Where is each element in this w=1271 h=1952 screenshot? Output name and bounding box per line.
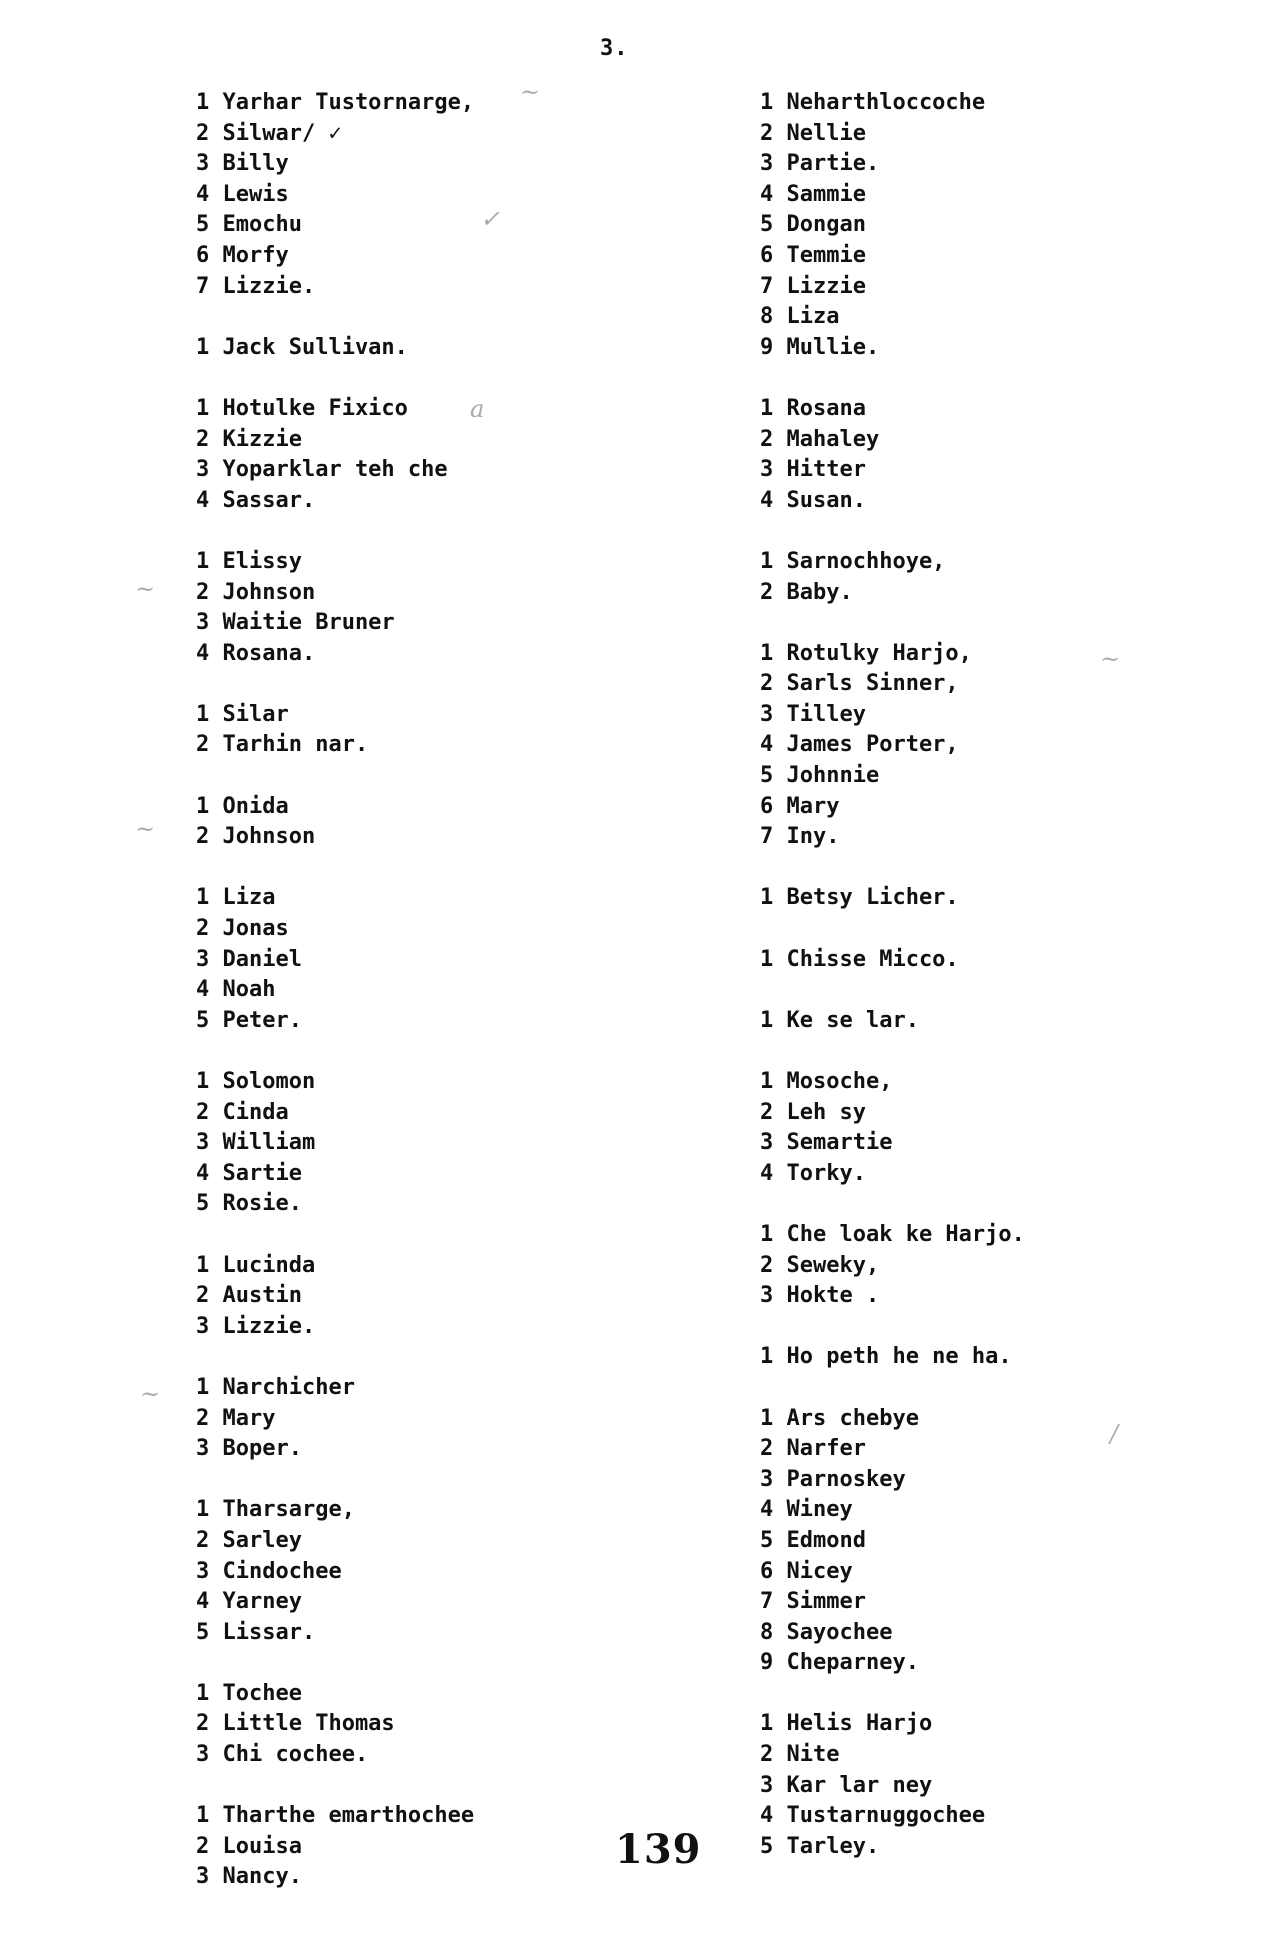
group-spacer — [760, 516, 1260, 547]
group-spacer — [760, 1312, 1260, 1343]
roll-entry: 1 Liza — [196, 885, 276, 911]
left-family-group — [196, 1495, 756, 1648]
handwritten-mark: ~ — [135, 815, 156, 843]
roll-entry: 2 Nellie — [760, 120, 866, 146]
right-family-group — [760, 547, 1260, 608]
roll-entry: 1 Tochee — [196, 1680, 302, 1706]
right-family-group — [760, 1709, 1260, 1862]
roll-entry: 4 Lewis — [196, 181, 289, 207]
roll-entry: 3 Cindochee — [196, 1558, 342, 1584]
roll-entry: 2 Sarley — [196, 1527, 302, 1553]
roll-entry: 4 Sassar. — [196, 487, 316, 513]
roll-entry: 1 Betsy Licher. — [760, 885, 959, 911]
left-family-group — [196, 1373, 756, 1465]
group-spacer — [760, 608, 1260, 639]
roll-entry: 4 Tustarnuggochee — [760, 1803, 986, 1829]
page-number: 3. — [600, 36, 629, 61]
roll-entry: 2 Narfer — [760, 1436, 866, 1462]
roll-entry: 2 Little Thomas — [196, 1711, 395, 1737]
roll-entry: 2 Nite — [760, 1742, 840, 1768]
right-family-group — [760, 88, 1260, 363]
roll-entry: 2 Tarhin nar. — [196, 732, 369, 758]
roll-entry: 7 Lizzie. — [196, 273, 316, 299]
roll-entry: 1 Ars chebye — [760, 1405, 919, 1431]
left-family-group — [196, 547, 756, 669]
roll-entry: 1 Tharthe emarthochee — [196, 1803, 475, 1829]
roll-entry: 3 William — [196, 1130, 316, 1156]
roll-entry: 1 Tharsarge, — [196, 1497, 355, 1523]
roll-entry: 1 Sarnochhoye, — [760, 548, 946, 574]
roll-entry: 9 Cheparney. — [760, 1650, 919, 1676]
roll-entry: 2 Johnson — [196, 824, 316, 850]
left-family-group — [196, 1067, 756, 1220]
roll-entry: 2 Austin — [196, 1283, 302, 1309]
roll-entry: 4 Yarney — [196, 1589, 302, 1615]
roll-entry: 3 Tilley — [760, 701, 866, 727]
roll-entry: 3 Lizzie. — [196, 1313, 316, 1339]
roll-entry: 1 Narchicher — [196, 1374, 355, 1400]
group-spacer — [196, 669, 756, 700]
group-spacer — [760, 975, 1260, 1006]
roll-entry: 2 Baby. — [760, 579, 853, 605]
group-spacer — [760, 1036, 1260, 1067]
roll-entry: 3 Hitter — [760, 457, 866, 483]
roll-entry: 5 Johnnie — [760, 763, 880, 789]
roll-entry: 2 Louisa — [196, 1833, 302, 1859]
group-spacer — [760, 1679, 1260, 1710]
roll-entry: 4 Rosana. — [196, 640, 316, 666]
roll-entry: 6 Nicey — [760, 1558, 853, 1584]
handwritten-mark: ✓ — [480, 205, 501, 233]
left-family-group — [196, 700, 756, 761]
roll-entry: 2 Seweky, — [760, 1252, 880, 1278]
roll-entry: 2 Sarls Sinner, — [760, 671, 959, 697]
right-family-group — [760, 1006, 1260, 1037]
handwritten-mark: a — [470, 395, 485, 423]
left-family-group — [196, 1679, 756, 1771]
group-spacer — [760, 853, 1260, 884]
group-spacer — [196, 1771, 756, 1802]
roll-entry: 3 Partie. — [760, 151, 880, 177]
roll-entry: 4 Susan. — [760, 487, 866, 513]
group-spacer — [196, 363, 756, 394]
group-spacer — [196, 1220, 756, 1251]
right-column — [760, 88, 1260, 1862]
roll-entry: 3 Chi cochee. — [196, 1742, 369, 1768]
right-family-group — [760, 1342, 1260, 1373]
roll-entry: 6 Mary — [760, 793, 840, 819]
roll-entry: 4 Noah — [196, 977, 276, 1003]
roll-entry: 7 Lizzie — [760, 273, 866, 299]
left-family-group — [196, 792, 756, 853]
group-spacer — [196, 516, 756, 547]
roll-entry: 2 Kizzie — [196, 426, 302, 452]
roll-entry: 3 Semartie — [760, 1130, 893, 1156]
roll-entry: 3 Waitie Bruner — [196, 610, 395, 636]
roll-entry: 5 Rosie. — [196, 1191, 302, 1217]
group-spacer — [196, 1465, 756, 1496]
roll-entry: 3 Kar lar ney — [760, 1772, 933, 1798]
right-family-group — [760, 945, 1260, 976]
roll-entry: 7 Iny. — [760, 824, 840, 850]
roll-entry: 4 Winey — [760, 1497, 853, 1523]
group-spacer — [196, 853, 756, 884]
right-family-group — [760, 1404, 1260, 1679]
roll-entry: 3 Billy — [196, 151, 289, 177]
roll-entry: 6 Temmie — [760, 242, 866, 268]
roll-entry: 1 Silar — [196, 701, 289, 727]
right-family-group — [760, 1067, 1260, 1189]
roll-entry: 1 Solomon — [196, 1069, 316, 1094]
roll-entry: 1 Che loak ke Harjo. — [760, 1221, 1025, 1247]
left-family-group — [196, 1251, 756, 1343]
group-spacer — [196, 302, 756, 333]
roll-entry: 3 Nancy. — [196, 1864, 302, 1890]
group-spacer — [196, 1342, 756, 1373]
roll-entry: 2 Leh sy — [760, 1099, 866, 1125]
roll-entry: 1 Chisse Micco. — [760, 946, 959, 972]
roll-entry: 3 Daniel — [196, 946, 302, 972]
roll-entry: 8 Liza — [760, 304, 840, 330]
right-family-group — [760, 1220, 1260, 1312]
group-spacer — [196, 761, 756, 792]
roll-entry: 1 Onida — [196, 793, 289, 819]
roll-entry: 5 Lissar. — [196, 1619, 316, 1645]
group-spacer — [196, 1036, 756, 1067]
roll-entry: 1 Rosana — [760, 395, 866, 421]
roll-entry: 5 Dongan — [760, 212, 866, 238]
roll-entry: 1 Ke se lar. — [760, 1007, 919, 1033]
handwritten-mark: ~ — [520, 78, 541, 106]
roll-entry: 3 Boper. — [196, 1436, 302, 1462]
roll-entry: 5 Peter. — [196, 1007, 302, 1033]
roll-entry: 2 Silwar/ ✓ — [196, 120, 342, 146]
roll-entry: 1 Hotulke Fixico — [196, 395, 408, 421]
roll-entry: 5 Emochu — [196, 212, 302, 238]
roll-entry: 2 Cinda — [196, 1099, 289, 1125]
group-spacer — [760, 363, 1260, 394]
left-family-group — [196, 333, 756, 364]
roll-entry: 1 Rotulky Harjo, — [760, 640, 972, 666]
roll-entry: 9 Mullie. — [760, 334, 880, 360]
right-family-group — [760, 883, 1260, 914]
roll-entry: 2 Mary — [196, 1405, 276, 1431]
roll-entry: 5 Edmond — [760, 1527, 866, 1553]
roll-entry: 4 Torky. — [760, 1160, 866, 1186]
roll-entry: 1 Jack Sullivan. — [196, 334, 408, 360]
group-spacer — [760, 1189, 1260, 1220]
left-column — [196, 88, 756, 1893]
roll-entry: 1 Ho peth he ne ha. — [760, 1344, 1012, 1370]
group-spacer — [760, 1373, 1260, 1404]
roll-entry: 1 Helis Harjo — [760, 1711, 933, 1737]
roll-entry: 8 Sayochee — [760, 1619, 893, 1645]
roll-entry: 2 Jonas — [196, 916, 289, 942]
roll-entry: 7 Simmer — [760, 1589, 866, 1615]
roll-entry: 6 Morfy — [196, 242, 289, 268]
handwritten-mark: ~ — [135, 575, 156, 603]
left-family-group — [196, 88, 756, 302]
handwritten-mark: ~ — [1100, 645, 1121, 673]
group-spacer — [196, 1648, 756, 1679]
roll-entry: 1 Mosoche, — [760, 1069, 893, 1094]
handwritten-mark: / — [1110, 1420, 1119, 1448]
roll-entry: 3 Hokte . — [760, 1283, 880, 1309]
roll-entry: 4 James Porter, — [760, 732, 959, 758]
roll-entry: 4 Sammie — [760, 181, 866, 207]
group-spacer — [760, 914, 1260, 945]
handwritten-mark: ~ — [140, 1380, 161, 1408]
right-family-group — [760, 394, 1260, 516]
left-family-group — [196, 883, 756, 1036]
roll-entry: 1 Yarhar Tustornarge, — [196, 90, 475, 115]
roll-entry: 3 Parnoskey — [760, 1466, 906, 1492]
right-family-group — [760, 639, 1260, 853]
roll-entry: 5 Tarley. — [760, 1833, 880, 1859]
roll-entry: 3 Yoparklar teh che — [196, 457, 448, 483]
roll-entry: 1 Elissy — [196, 548, 302, 574]
roll-entry: 2 Johnson — [196, 579, 316, 605]
roll-entry: 1 Neharthloccoche — [760, 90, 986, 115]
roll-entry: 1 Lucinda — [196, 1252, 316, 1278]
roll-entry: 2 Mahaley — [760, 426, 880, 452]
page-stamp: 139 — [615, 1826, 702, 1873]
roll-entry: 4 Sartie — [196, 1160, 302, 1186]
